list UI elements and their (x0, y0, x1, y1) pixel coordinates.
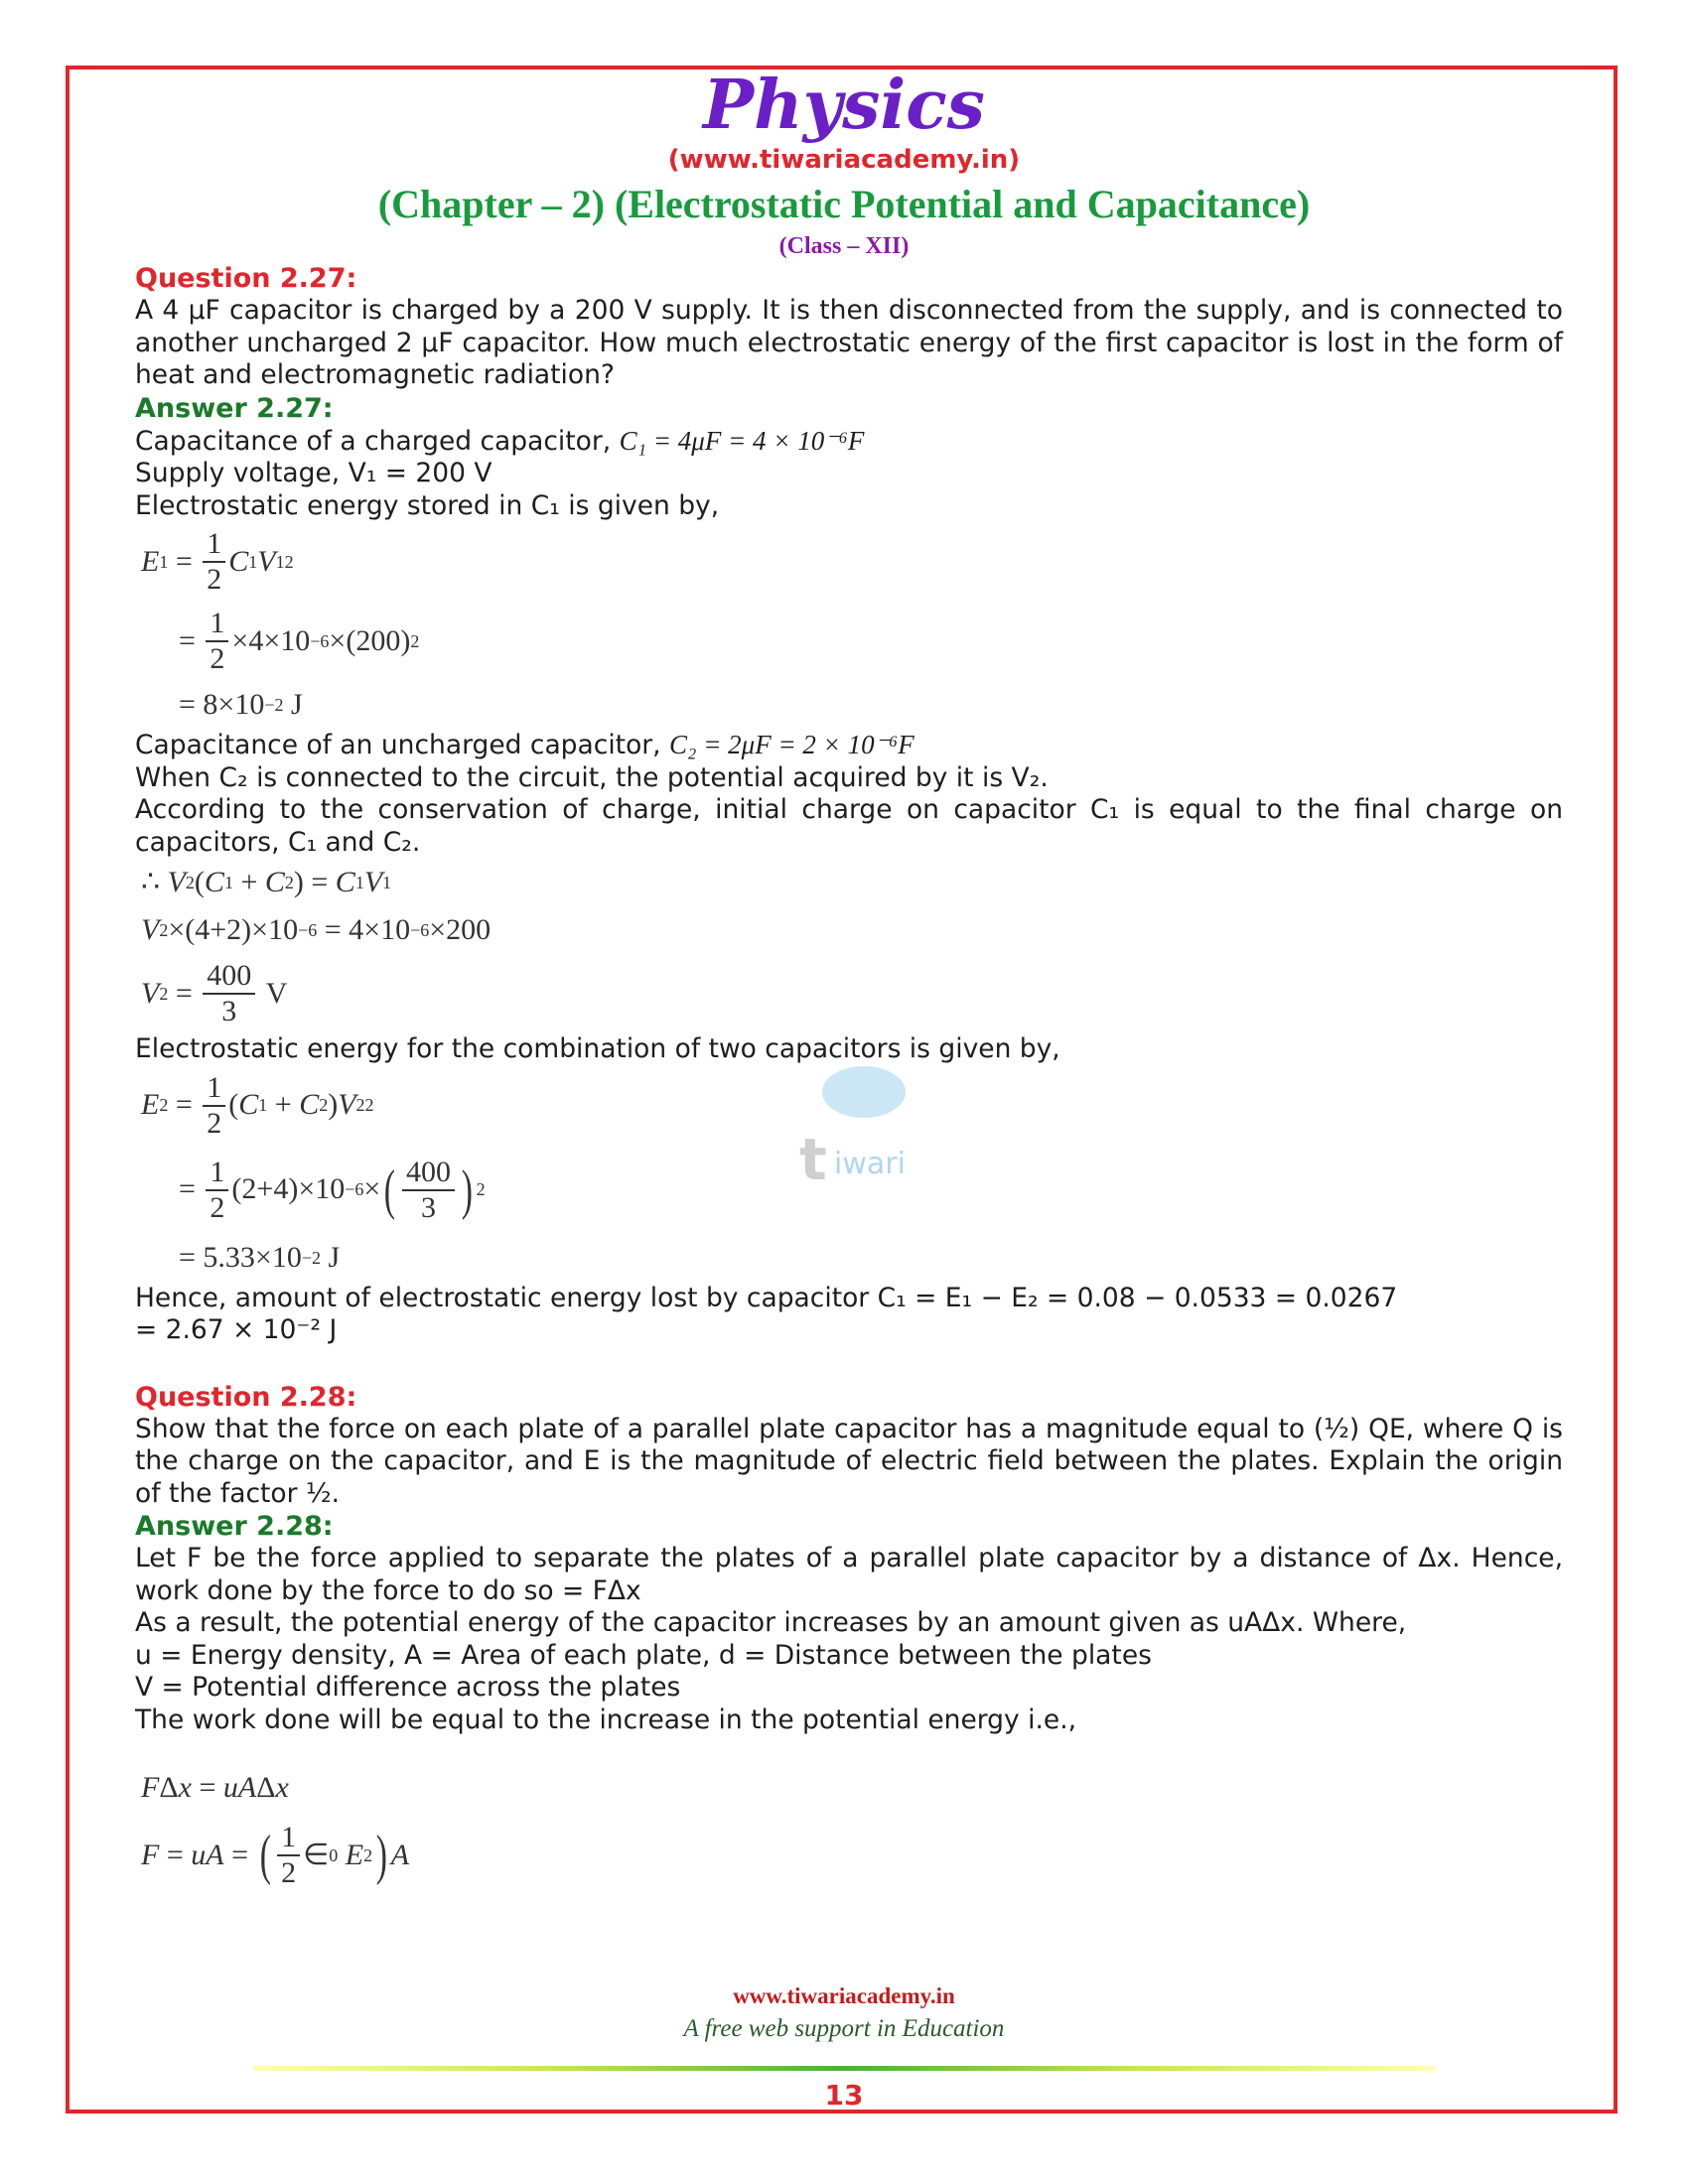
answer-line: When C₂ is connected to the circuit, the potential acquired by it is V₂. (135, 761, 1049, 793)
footer-tagline: A free web support in Education (683, 2015, 1005, 2042)
answer-line: According to the conservation of charge, initial charge on capacitor C₁ is equal to the final charge on capacitors, C₁ and C₂. (135, 794, 1563, 858)
question-text: Show that the force on each plate of a parallel plate capacitor has a magnitude equal to (½) QE, where Q is the charge on the capacitor, and E is the magnitude of electric field between the plates. Explain the origin of the factor ½. (135, 1413, 1563, 1509)
main-content (135, 262, 1563, 1899)
chapter-title: (Chapter – 2) (Electrostatic Potential and Capacitance) (377, 182, 1311, 226)
equation-force: F Δ x = u A Δ x F = u A = ( $\frac{1}{2}$ ∈ 0 E 2 ) A (141, 1770, 410, 1889)
footer-website: www.tiwariacademy.in (733, 1983, 955, 2008)
page-number: 13 (824, 2079, 864, 2112)
answer-line: Hence, amount of electrostatic energy lost by capacitor C₁ = E₁ − E₂ = 0.08 − 0.0533 = 0.0267 (135, 1282, 1398, 1313)
answer-line: Capacitance of a charged capacitor, C₁ = 4μF = 4 × 10⁻⁶F (135, 425, 865, 457)
inline-equation: C₁ = 4μF = 4 × 10⁻⁶F (619, 425, 865, 456)
answer-line: Electrostatic energy for the combination of two capacitors is given by, (135, 1033, 1060, 1064)
page-title: Physics (703, 66, 985, 145)
answer-line: The work done will be equal to the increase in the potential energy i.e., (135, 1704, 1077, 1735)
answer-line: Capacitance of an uncharged capacitor, C₂ = 2μF = 2 × 10⁻⁶F (135, 730, 914, 760)
equation-e2: E 2 = $\frac{1}{2}$ ( C 1 + C 2 ) V 2 2 = $\frac{1}{2}$ (2+4)×10 −6 × ( $\frac{400}{3}$ ) 2 = 5.33×10 −2 J (141, 1070, 486, 1275)
question-heading: Question 2.27: (135, 263, 357, 294)
answer-line: V = Potential difference across the plates (135, 1672, 681, 1703)
answer-line: = 2.67 × 10⁻² J (135, 1314, 338, 1345)
equation-e1: E 1 = $\frac{1}{2}$ C 1 V 1 2 = $\frac{1}{2}$ ×4×10 −6 ×(200) 2 = 8×10 −2 J (141, 527, 420, 721)
svg-text:iwari: iwari (834, 1147, 906, 1181)
answer-heading: Answer 2.27: (135, 392, 334, 424)
header-website: (www.tiwariacademy.in) (667, 145, 1021, 175)
answer-line: u = Energy density, A = Area of each plate, d = Distance between the plates (135, 1639, 1152, 1671)
question-heading: Question 2.28: (135, 1381, 357, 1413)
footer-divider (253, 2066, 1435, 2071)
inline-equation: C₂ = 2μF = 2 × 10⁻⁶F (669, 730, 914, 759)
answer-line: Supply voltage, V₁ = 200 V (135, 458, 492, 488)
answer-line: As a result, the potential energy of the capacitor increases by an amount given as uAΔx. Where, (135, 1607, 1407, 1638)
equation-v2: ∴ V 2 ( C 1 + C 2 ) = C 1 V 1 V 2 ×(4+2)×10 −6 = 4×10 −6 ×200 V 2 = $\frac{400}{3}$ V (141, 865, 492, 1027)
svg-text:t: t (799, 1126, 827, 1191)
class-label: (Class – XII) (778, 233, 910, 259)
answer-line: Electrostatic energy stored in C₁ is given by, (135, 489, 720, 521)
answer-heading: Answer 2.28: (135, 1511, 334, 1542)
question-text: A 4 μF capacitor is charged by a 200 V supply. It is then disconnected from the supply, and is connected to another uncharged 2 μF capacitor. How much electrostatic energy of the first capacitor is lost in the form of heat and electromagnetic radiation? (135, 295, 1563, 390)
answer-line: Let F be the force applied to separate the plates of a parallel plate capacitor by a distance of Δx. Hence, work done by the force to do so = FΔx (135, 1543, 1563, 1606)
